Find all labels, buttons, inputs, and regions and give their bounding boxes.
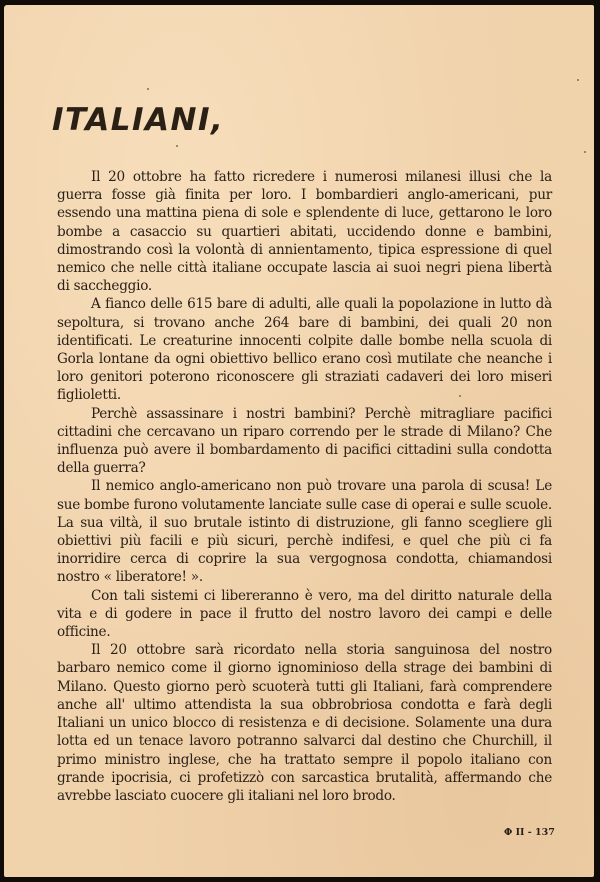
paper-speck [147, 88, 149, 90]
paper-speck [176, 145, 178, 147]
paragraph-3: Perchè assassinare i nostri bambini? Perchè mitragliare pacifici cittadini che cercavano un riparo correndo per le strade di Milano? Che influenza può avere il bombardamento di pacifici cittadini sulla condotta della guerra? [57, 405, 552, 477]
paragraph-6: Il 20 ottobre sarà ricordato nella storia sanguinosa del nostro barbaro nemico come il giorno ignominioso della strage dei bambini di Milano. Questo giorno però scuoterà tutti gli Italiani, farà comprendere anche all' ultimo attendista la sua obbrobriosa condotta e farà degli Italiani un unico blocco di resistenza e di decisione. Solamente una dura lotta ed un tenace lavoro potranno salvarci dal destino che Churchill, il primo ministro inglese, che ha trattato sempre il popolo italiano con grande ipocrisia, ci profetizzò con sarcastica brutalità, affermando che avrebbe lasciato cuocere gli italiani nel loro brodo. [57, 642, 552, 804]
paragraph-1: Il 20 ottobre ha fatto ricredere i numerosi milanesi illusi che la guerra fosse già finita per loro. I bombardieri anglo-americani, pur essendo una mattina piena di sole e splendente di luce, gettarono le loro bombe a casaccio su quartieri abitati, uccidendo donne e bambini, dimostrando così la volontà di annientamento, tipica espressione di quel nemico che nelle città italiane occupate lascia ai suoi negri piena libertà di saccheggio. [57, 169, 552, 295]
leaflet-page [4, 5, 594, 877]
paragraph-2: A fianco delle 615 bare di adulti, alle quali la popolazione in lutto dà sepoltura, si trovano anche 264 bare di bambini, dei quali 20 non identificati. Le creaturine innocenti colpite dalle bombe nella scuola di Gorla lontane da ogni obiettivo bellico erano così mutilate che neanche i loro genitori poterono riconoscere gli straziati cadaveri dei loro miseri figlioletti. [57, 296, 552, 404]
print-code: Φ II - 137 [504, 827, 555, 838]
leaflet-title: ITALIANI, [52, 102, 225, 138]
paragraph-4: Il nemico anglo-americano non può trovare una parola di scusa! Le sue bombe furono volutamente lanciate sulle case di operai e sulle scuole. La sua viltà, il suo brutale istinto di distruzione, gli fanno scegliere gli obiettivi più facili e più sicuri, perchè indifesi, e quel che più ci fa inorridire cerca di coprire la sua vergognosa condotta, chiamandosi nostro « liberatore! ». [57, 478, 552, 586]
paper-speck [459, 395, 461, 397]
paragraph-5: Con tali sistemi ci libereranno è vero, ma del diritto naturale della vita e di godere in pace il frutto del nostro lavoro dei campi e delle officine. [57, 587, 552, 641]
paper-speck [584, 151, 586, 153]
leaflet-body [57, 168, 552, 805]
paper-speck [577, 79, 579, 81]
